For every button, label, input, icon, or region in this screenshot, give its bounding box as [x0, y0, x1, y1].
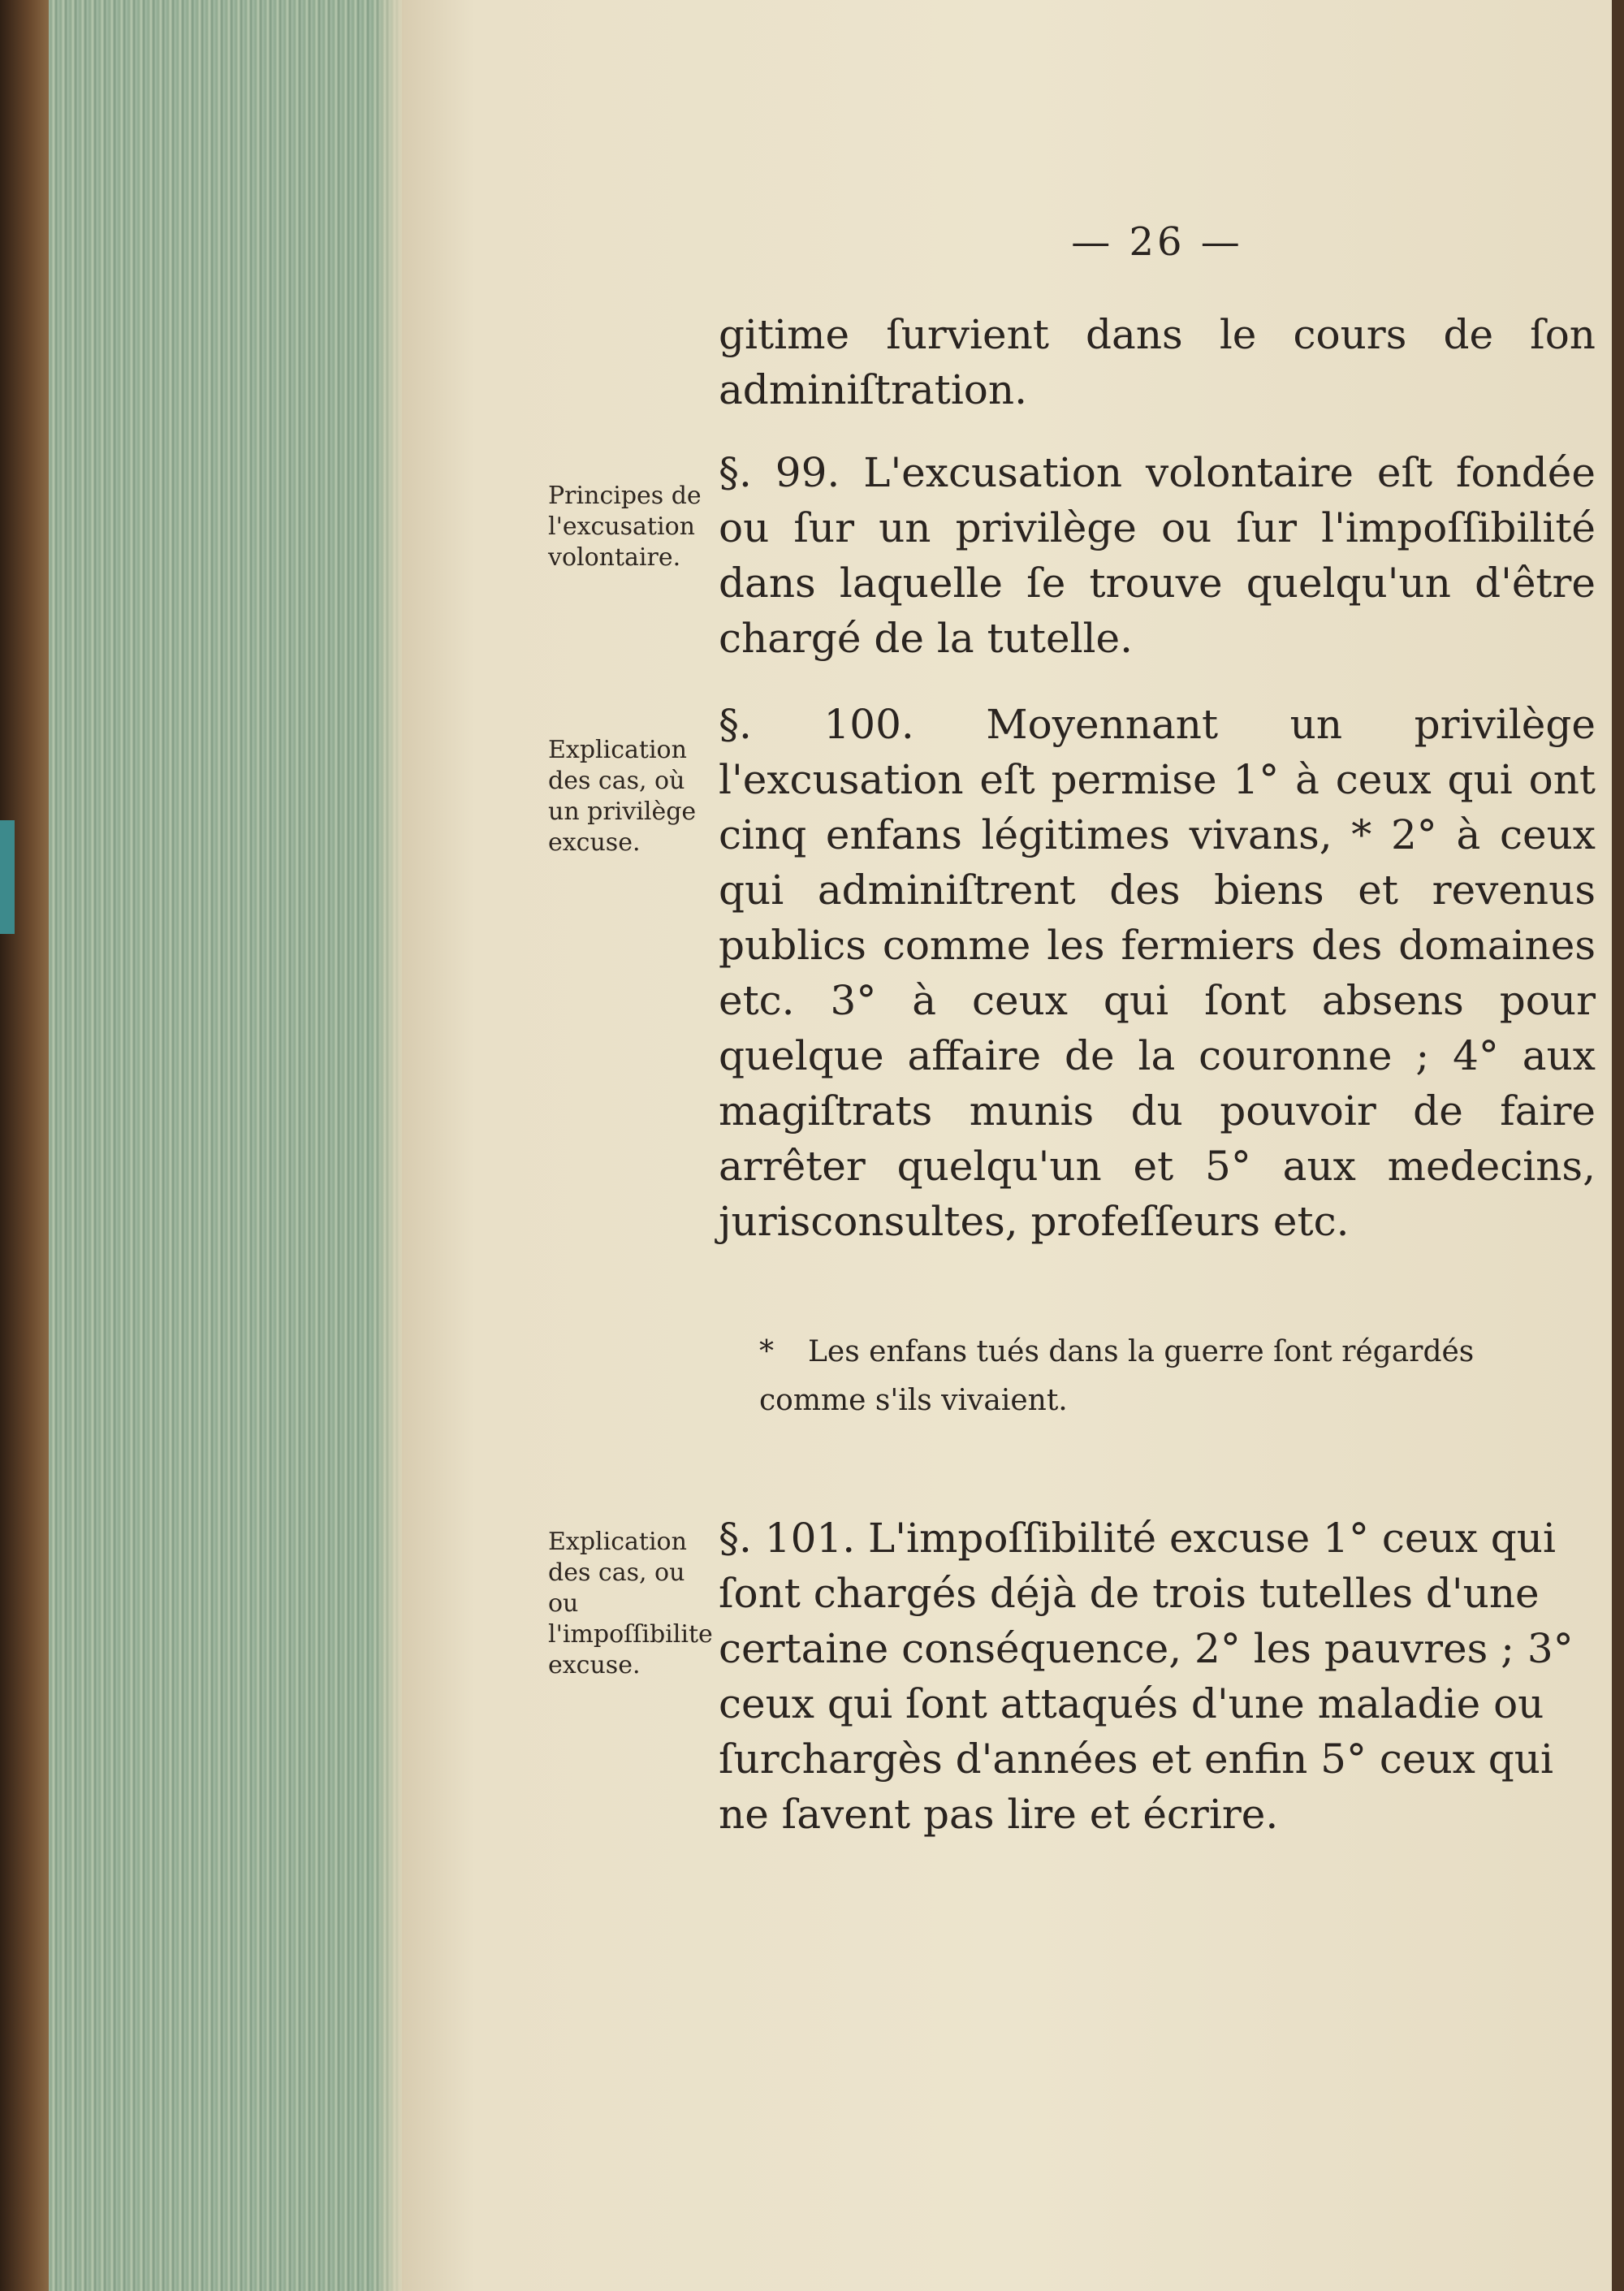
paragraph-100: §. 100. Moyennant un privilège l'excusation eſt permise 1° à ceux qui ont cinq enfans légitimes vivans, * 2° à ceux qui adminiſtrent des biens et revenus publics comme les fermiers des domaines etc. 3° à ceux qui ſont absens pour quelque affaire de la couronne ; 4° aux magiſtrats munis du pouvoir de faire arrêter quelqu'un et 5° aux medecins, jurisconsultes, profeſſeurs etc. — [719, 701, 1596, 1245]
margin-note-99: Principes de l'excusation volontaire. — [548, 482, 702, 572]
page-number: — 26 — — [1071, 219, 1243, 265]
footnote — [759, 1328, 1579, 1425]
spine-tab — [0, 820, 15, 934]
book-page — [402, 0, 1612, 2291]
footnote-text: Les enfans tués dans la guerre ſont régardés comme s'ils vivaient. — [759, 1335, 1475, 1417]
paragraph-101: §. 101. L'impoſſibilité excuse 1° ceux qui ſont chargés déjà de trois tutelles d'une certaine conséquence, 2° les pauvres ; 3° ceux qui ſont attaqués d'une maladie ou ſurchargès d'années et enfin 5° ceux qui ne ſavent pas lire et écrire. — [719, 1515, 1574, 1838]
footnote-mark: * — [759, 1335, 774, 1368]
page-edges — [49, 0, 411, 2291]
paragraph-99: §. 99. L'excusation volontaire eſt fondée ou ſur un privilège ou ſur l'impoſſibilité dans laquelle ſe trouve quelqu'un d'être chargé de la tutelle. — [719, 449, 1596, 662]
margin-note-100: Explication des cas, où un privilège excuse. — [548, 736, 697, 857]
continuation-text: gitime ſurvient dans le cours de ſon adminiſtration. — [719, 311, 1596, 413]
continuation-paragraph — [719, 307, 1596, 417]
margin-note-101: Explication des cas, ou ou l'impoſſibilite excuse. — [548, 1528, 713, 1679]
